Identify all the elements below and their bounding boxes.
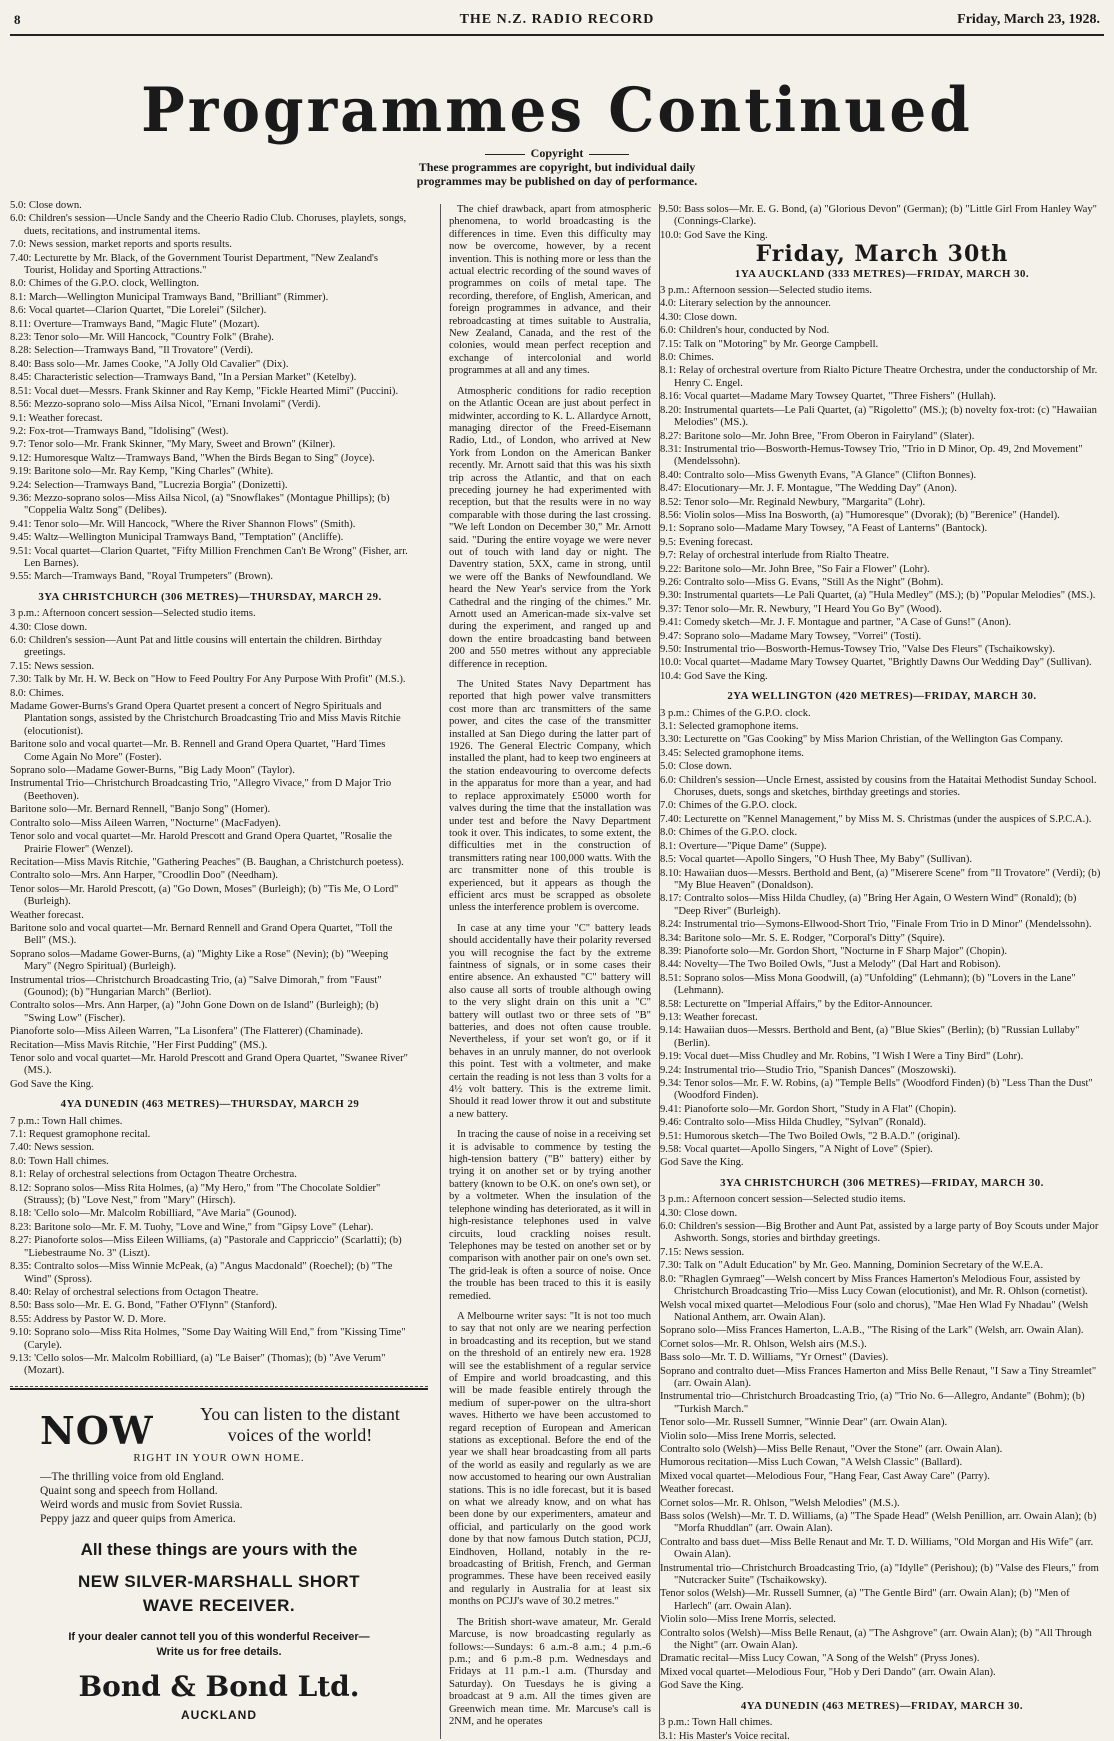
ad-list-item: —The thrilling voice from old England. <box>40 1471 224 1483</box>
ad-dealer-line-2: Write us for free details. <box>156 1646 282 1658</box>
programme-item: 8.56: Mezzo-soprano solo—Miss Ailsa Nicol, "Ernani Involami" (Verdi). <box>10 399 321 411</box>
section-heading-dunedin-thursday: 4YA DUNEDIN (463 METRES)—THURSDAY, MARCH 29 <box>60 1098 360 1111</box>
wellington-thursday-list <box>10 200 410 584</box>
programme-item: 8.40: Relay of orchestral selections from Octagon Theatre. <box>10 1286 259 1298</box>
page-number: 8 <box>14 12 21 27</box>
section-heading-wellington-friday: 2YA WELLINGTON (420 METRES)—FRIDAY, MARCH 30. <box>727 690 1037 703</box>
programme-item: 9.41: Comedy sketch—Mr. J. F. Montague and partner, "A Case of Guns!" (Anon). <box>660 617 1012 629</box>
programme-item: 9.55: March—Tramways Band, "Royal Trumpeters" (Brown). <box>10 571 274 583</box>
programme-item: 9.41: Pianoforte solo—Mr. Gordon Short, "Study in A Flat" (Chopin). <box>660 1103 957 1115</box>
programme-item: 3 p.m.: Chimes of the G.P.O. clock. <box>660 707 811 719</box>
programme-item: 8.51: Soprano solos—Miss Mona Goodwill, (a) "Unfolding" (Lehmann); (b) "Lovers in the Lane" (Lehmann). <box>660 972 1076 997</box>
ad-all-things: All these things are yours with the <box>80 1540 358 1559</box>
programme-item: 9.50: Instrumental trio—Bosworth-Hemus-Towsey Trio, "Valse Des Fleurs" (Tschaikowsky). <box>660 644 1055 655</box>
programme-item: 4.30: Close down. <box>660 1207 738 1219</box>
programme-item: 8.58: Lecturette on "Imperial Affairs," by the Editor-Announcer. <box>660 998 933 1010</box>
ad-home-line: RIGHT IN YOUR OWN HOME. <box>133 1452 305 1464</box>
programme-item: Instrumental trio—Christchurch Broadcasting Trio, (a) "Trio No. 6—Allegro, Andante" (Bohm); (b) "Turkish March." <box>660 1391 1085 1415</box>
programme-item: Mixed vocal quartet—Melodious Four, "Hob y Deri Dando" (arr. Owain Alan). <box>660 1666 996 1678</box>
programme-item: 8.1: Relay of orchestral overture from Rialto Picture Theatre Orchestra, under the conductorship of Mr. Henry C. Engel. <box>660 365 1098 389</box>
programme-item: 8.0: Chimes of the G.P.O. clock, Wellington. <box>10 278 200 290</box>
programme-item: 8.40: Contralto solo—Miss Gwenyth Evans, "A Glance" (Clifton Bonnes). <box>660 469 977 481</box>
ad-list-item: Quaint song and speech from Holland. <box>40 1485 218 1497</box>
ad-feature-list <box>40 1470 243 1526</box>
programme-item: Baritone solo and vocal quartet—Mr. Bernard Rennell and Grand Opera Quartet, "Toll the Bell" (MS.). <box>10 922 393 947</box>
programme-item: 6.0: Children's session—Uncle Ernest, assisted by cousins from the Hataitai Methodist Sunday School. Choruses, duets, songs and sketches, birthday greetings and stories. <box>660 774 1097 799</box>
programme-item: Contralto solo (Welsh)—Miss Belle Renaut, "Over the Stone" (arr. Owain Alan). <box>660 1443 1003 1455</box>
programme-item: 4.30: Close down. <box>660 311 738 323</box>
programme-item: 7 p.m.: Town Hall chimes. <box>10 1115 123 1127</box>
programme-item: 8.55: Address by Pastor W. D. More. <box>10 1313 166 1325</box>
programme-item: Tenor solo—Mr. Russell Sumner, "Winnie Dear" (arr. Owain Alan). <box>660 1417 948 1429</box>
programme-item: Tenor solo and vocal quartet—Mr. Harold Prescott and Grand Opera Quartet, "Swanee River" (MS.). <box>10 1053 408 1077</box>
programme-item: 9.13: Weather forecast. <box>660 1011 758 1023</box>
article-paragraph: The British short-wave amateur, Mr. Gerald Marcuse, is now broadcasting regularly as follows:—Sundays: 6 a.m.-8 a.m.; 4 p.m.-6 p.m.; and 6 p.m.-8 p.m. Wednesdays and Fridays at 11 p.m.-1 a.m. (Thursday and Saturday). On Tuesdays he is giving a broadcast at 9 a.m. All the times given are Greenwich mean time. Mr. Marcuse's call is 2NM, and he operates <box>449 1616 651 1727</box>
programme-item: 3.1: Selected gramophone items. <box>660 721 799 733</box>
programme-item: 8.35: Contralto solos—Miss Winnie McPeak, (a) "Angus Macdonald" (Roechel); (b) "The Wind" (Spross). <box>10 1261 393 1285</box>
programme-item: 9.1: Weather forecast. <box>10 412 103 424</box>
programme-item: 4.30: Close down. <box>10 621 88 633</box>
programme-item: 8.28: Selection—Tramways Band, "Il Trovatore" (Verdi). <box>10 345 254 357</box>
publication-title: THE N.Z. RADIO RECORD <box>459 12 655 27</box>
ad-listen-line-1: You can listen to the distant <box>200 1404 400 1424</box>
programme-item: 8.17: Contralto solos—Miss Hilda Chudley, (a) "Bring Her Again, O Western Wind" (Ronald); (b) "Deep River" (Burleigh). <box>660 893 1077 917</box>
programme-item: 6.0: Children's session—Uncle Sandy and the Cheerio Radio Club. Choruses, playlets, songs, duets, recitations, and instrumental items. <box>10 213 407 237</box>
programme-item: 10.0: God Save the King. <box>660 229 768 241</box>
copyright-line-2: programmes may be published on day of performance. <box>416 174 698 188</box>
programme-item: 10.0: Vocal quartet—Madame Mary Towsey Quartet, "Brightly Dawns Our Wedding Day" (Sullivan). <box>660 657 1092 669</box>
programme-item: 8.31: Instrumental trio—Bosworth-Hemus-Towsey Trio, "Trio in D Minor, Op. 49, 2nd Movement" (Mendelssohn). <box>660 443 1083 468</box>
dunedin-thursday-continued <box>660 204 1104 242</box>
programme-item: 8.16: Vocal quartet—Madame Mary Towsey Quartet, "Three Fishers" (Hullah). <box>660 391 996 403</box>
programme-item: 9.34: Tenor solos—Mr. F. W. Robins, (a) "Temple Bells" (Woodford Finden) (b) "Less Than the Dust" (Woodford Finden). <box>660 1078 1093 1102</box>
programme-item: 9.12: Humoresque Waltz—Tramways Band, "When the Birds Began to Sing" (Joyce). <box>10 452 375 464</box>
programme-item: 8.0: Chimes of the G.P.O. clock. <box>660 827 798 839</box>
ad-company-name: Bond & Bond Ltd. <box>78 1670 360 1703</box>
ad-list-item: Peppy jazz and queer quips from America. <box>40 1513 236 1525</box>
programme-item: 9.19: Baritone solo—Mr. Ray Kemp, "King Charles" (White). <box>10 466 274 478</box>
article-paragraph: In case at any time your "C" battery leads should accidentally have their polarity reversed you will recognise the fact by the extreme faintness of signals, or in some cases their entire absence. An exhausted "C" battery will also cause all sorts of trouble although owing to the very slight drain on this unit a "C" battery will outlast two or three sets of "B" batteries, and does not often cause trouble. Nevertheless, if your set won't go, or if it behaves in an unruly manner, do not overlook this point. Test with a voltmeter, and make certain the reading is not less than 3 volts for a 4½ volt battery. This is the extreme limit. Should it read lower throw it out and substitute a new battery. <box>449 922 651 1120</box>
programme-item: 7.30: Talk on "Adult Education" by Mr. Geo. Manning, Dominion Secretary of the W.E.A. <box>660 1260 1044 1272</box>
programme-item: 8.50: Bass solo—Mr. E. G. Bond, "Father O'Flynn" (Stanford). <box>10 1300 278 1312</box>
dunedin-friday-list <box>660 1717 1104 1739</box>
programme-item: 7.15: News session. <box>660 1246 745 1258</box>
programme-item: 3.45: Selected gramophone items. <box>660 747 804 759</box>
ad-now-heading: NOW <box>40 1408 154 1453</box>
programme-item: 8.39: Pianoforte solo—Mr. Gordon Short, "Nocturne in F Sharp Major" (Chopin). <box>660 945 1008 957</box>
programme-item: 8.27: Baritone solo—Mr. John Bree, "From Oberon in Fairyland" (Slater). <box>660 430 975 442</box>
programme-item: 8.40: Bass solo—Mr. James Cooke, "A Jolly Old Cavalier" (Dix). <box>10 358 289 370</box>
programme-item: 9.22: Baritone solo—Mr. John Bree, "So Fair a Flower" (Lohr). <box>660 563 930 575</box>
programme-item: 8.0: "Rhaglen Gymraeg"—Welsh concert by Miss Frances Hamerton's Melodious Four, assisted by Christchurch Broadcasting Trio—Miss Lucy Cowan (elocutionist), and Mr. R. Ohlson (cornetist). <box>660 1273 1088 1298</box>
programme-item: 9.51: Humorous sketch—The Two Boiled Owls, "2 B.A.D." (original). <box>660 1130 961 1142</box>
programme-item: 8.6: Vocal quartet—Clarion Quartet, "Die Lorelei" (Silcher). <box>10 305 267 317</box>
programme-item: 9.5: Evening forecast. <box>660 536 753 548</box>
programme-item: 8.11: Overture—Tramways Band, "Magic Flute" (Mozart). <box>10 318 260 330</box>
programme-item: 8.51: Vocal duet—Messrs. Frank Skinner and Ray Kemp, "Fickle Hearted Mimi" (Puccini). <box>10 385 399 397</box>
ad-listen-text <box>180 1404 420 1446</box>
programme-item: 7.40: Lecturette on "Kennel Management," by Miss M. S. Christmas (under the auspices of S.P.C.A.). <box>660 813 1092 825</box>
programme-item: 9.1: Soprano solo—Madame Mary Towsey, "A Feast of Lanterns" (Bantock). <box>660 523 988 535</box>
programme-item: 7.30: Talk by Mr. H. W. Beck on "How to Feed Poultry For Any Purpose With Profit" (M.S.). <box>10 674 406 686</box>
programme-item: 9.7: Tenor solo—Mr. Frank Skinner, "My Mary, Sweet and Brown" (Kilner). <box>10 439 336 451</box>
programme-item: 7.0: News session, market reports and sports results. <box>10 239 232 251</box>
copyright-notice <box>0 146 1114 188</box>
programme-item: 9.24: Instrumental trio—Studio Trio, "Spanish Dances" (Moszowski). <box>660 1064 957 1076</box>
issue-date: Friday, March 23, 1928. <box>957 12 1100 27</box>
ad-list-item: Weird words and music from Soviet Russia. <box>40 1499 243 1511</box>
article-paragraph: Atmospheric conditions for radio reception on the Atlantic Ocean are just about perfect in midwinter, according to K. L. Allardyce Arnott, managing director of the Freed-Eisemann Radio, Ltd., of London, who arrived at New York from London on the American Banker recently. Mr. Arnott said that this was his sixth trip across the Atlantic, and that on each preceding journey he had experimented with reception, but that the results were in no way comparable with those during the last crossing. "We left London on December 30," Mr. Arnott said. "During the entire voyage we were never out of touch with land day or night. The Daventry station, 5XX, came in strong, until we were off the Banks of Newfoundland. We heard the New Year's service from the York Cathedral and the ringing of the chimes." Mr. Arnott used an American-made six-valve set during the experiment, and ranged up and down the entire broadcasting band between 200 and 550 metres without any appreciable difference in reception. <box>449 385 651 670</box>
programme-item: 9.7: Relay of orchestral interlude from Rialto Theatre. <box>660 550 889 562</box>
programme-item: Recitation—Miss Mavis Ritchie, "Her First Pudding" (MS.). <box>10 1039 268 1051</box>
column-middle-articles <box>440 204 660 1739</box>
programme-item: Soprano and contralto duet—Miss Frances Hamerton and Miss Belle Renaut, "I Saw a Tiny Streamlet" (arr. Owain Alan). <box>660 1365 1097 1389</box>
programme-item: 9.2: Fox-trot—Tramways Band, "Idolising" (West). <box>10 425 229 437</box>
programme-item: Contralto solos—Mrs. Ann Harper, (a) "John Gone Down on de Island" (Burleigh); (b) "Swing Low" (Fischer). <box>10 1000 379 1024</box>
dunedin-thursday-list <box>10 1116 410 1378</box>
programme-item: Tenor solo and vocal quartet—Mr. Harold Prescott and Grand Opera Quartet, "Rosalie the Prairie Flower" (Wenzel). <box>10 831 392 855</box>
programme-item: 9.19: Vocal duet—Miss Chudley and Mr. Robins, "I Wish I Were a Tiny Bird" (Lohr). <box>660 1051 1024 1063</box>
programme-item: Soprano solo—Madame Gower-Burns, "Big Lady Moon" (Taylor). <box>10 765 295 777</box>
ad-company-city: AUCKLAND <box>181 1708 257 1722</box>
programme-item: 3 p.m.: Town Hall chimes. <box>660 1717 773 1729</box>
page-header <box>10 8 1104 36</box>
programme-item: 9.50: Bass solos—Mr. E. G. Bond, (a) "Glorious Devon" (German); (b) "Little Girl From Hanley Way" (Connings-Clarke). <box>660 204 1097 228</box>
programme-item: 8.45: Characteristic selection—Tramways Band, "In a Persian Market" (Ketelby). <box>10 372 357 384</box>
programme-item: 9.36: Mezzo-soprano solos—Miss Ailsa Nicol, (a) "Snowflakes" (Montague Phillips); (b) "Coppelia Waltz Song" (Delibes). <box>10 492 390 517</box>
programme-item: 8.1: Overture—"Pique Dame" (Suppe). <box>660 840 827 852</box>
programme-item: 8.56: Violin solos—Miss Ina Bosworth, (a) "Humoresque" (Dvorak); (b) "Berenice" (Handel). <box>660 509 1060 521</box>
column-left <box>10 200 410 1378</box>
programme-item: Baritone solo and vocal quartet—Mr. B. Rennell and Grand Opera Quartet, "Hard Times Come Again No More" (Foster). <box>10 739 386 763</box>
programme-item: 8.18: 'Cello solo—Mr. Malcolm Robilliard, "Ave Maria" (Gounod). <box>10 1208 297 1220</box>
programme-item: God Save the King. <box>10 1078 94 1090</box>
programme-item: 8.52: Tenor solo—Mr. Reginald Newbury, "Margarita" (Lohr). <box>660 496 926 508</box>
programme-item: Tenor solos (Welsh)—Mr. Russell Sumner, (a) "The Gentle Bird" (arr. Owain Alan); (b) "Men of Harlech" (arr. Owain Alan). <box>660 1588 1070 1612</box>
programme-item: 9.37: Tenor solo—Mr. R. Newbury, "I Heard You Go By" (Wood). <box>660 603 942 615</box>
programme-item: Instrumental trio—Christchurch Broadcasting Trio, (a) "Idylle" (Perishou); (b) "Valse des Fleurs," from "Nutcracker Suite" (Tschaikowsky). <box>660 1562 1099 1587</box>
article-paragraph: The chief drawback, apart from atmospheric phenomena, to world broadcasting is the differences in time. Even this difficulty may now be overcome, however, by a recent invention. This is nothing more or less than the actual electric recording of the sound waves of programmes on coils of metal tape. The recording, therefore, of English, American, and foreign programmes in advance, and their rebroadcasting at times suitable to Australia, New Zealand, Canada, and the rest of the colonies, would mean perfect reception and exchange of intercolonial and world programmes at all and any times. <box>449 204 651 377</box>
programme-item: 6.0: Children's session—Aunt Pat and little cousins will entertain the children. Birthday greetings. <box>10 635 382 659</box>
programme-item: 8.1: March—Wellington Municipal Tramways Band, "Brilliant" (Rimmer). <box>10 291 329 303</box>
programme-item: Contralto solo—Mrs. Ann Harper, "Croodlin Doo" (Needham). <box>10 870 279 882</box>
programme-item: 3 p.m.: Afternoon concert session—Selected studio items. <box>660 1194 906 1206</box>
ad-listen-line-2: voices of the world! <box>227 1425 373 1445</box>
programme-item: 9.13: 'Cello solos—Mr. Malcolm Robilliard, (a) "Le Baiser" (Thomas); (b) "Ave Verum" (Mozart). <box>10 1352 386 1377</box>
auckland-friday-list <box>660 285 1104 683</box>
programme-item: God Save the King. <box>660 1157 744 1169</box>
section-heading-dunedin-friday: 4YA DUNEDIN (463 METRES)—FRIDAY, MARCH 30. <box>740 1699 1024 1712</box>
programme-item: 7.1: Request gramophone recital. <box>10 1129 151 1141</box>
ad-dealer-line-1: If your dealer cannot tell you of this wonderful Receiver— <box>68 1631 370 1643</box>
programme-item: 8.27: Pianoforte solos—Miss Eileen Williams, (a) "Pastorale and Cappriccio" (Scarlatti); (b) "Liebestraume No. 3" (Liszt). <box>10 1235 402 1259</box>
ad-border <box>10 1386 428 1391</box>
programme-item: 8.44: Novelty—The Two Boiled Owls, "Just a Melody" (Dal Hart and Robison). <box>660 959 1001 971</box>
programme-item: Madame Gower-Burns's Grand Opera Quartet present a concert of Negro Spirituals and Plantation songs, assisted by the Christchurch Broadcasting Trio and Miss Mavis Ritchie (elocutionist). <box>10 701 401 737</box>
programme-item: 9.46: Contralto solo—Miss Hilda Chudley, "Sylvan" (Ronald). <box>660 1117 927 1129</box>
programme-item: Weather forecast. <box>660 1484 734 1496</box>
programme-item: Contralto solos (Welsh)—Miss Belle Renaut, (a) "The Ashgrove" (arr. Owain Alan); (b) "All Through the Night" (arr. Owain Alan). <box>660 1627 1092 1652</box>
programme-item: 8.23: Tenor solo—Mr. Will Hancock, "Country Folk" (Brahe). <box>10 332 274 344</box>
programme-item: Instrumental trios—Christchurch Broadcasting Trio, (a) "Salve Dimorah," from "Faust" (Gounod); (b) "Hungarian March" (Berliot). <box>10 974 382 998</box>
section-heading-auckland-friday: 1YA AUCKLAND (333 METRES)—FRIDAY, MARCH 30. <box>734 267 1030 280</box>
programme-item: 8.1: Relay of orchestral selections from Octagon Theatre Orchestra. <box>10 1169 297 1181</box>
programme-item: 9.51: Vocal quartet—Clarion Quartet, "Fifty Million Frenchmen Can't Be Wrong" (Fisher, arr. Len Barnes). <box>10 545 408 569</box>
programme-item: 7.40: Lecturette by Mr. Black, of the Government Tourist Department, "New Zealand's Tourist, Holiday and Sporting Attractions." <box>10 252 379 277</box>
programme-item: 5.0: Close down. <box>10 200 82 211</box>
programme-item: 8.34: Baritone solo—Mr. S. E. Rodger, "Corporal's Ditty" (Squire). <box>660 932 945 944</box>
article-paragraphs <box>449 204 651 1728</box>
programme-item: 4.0: Literary selection by the announcer. <box>660 298 831 310</box>
programme-item: 8.23: Baritone solo—Mr. F. M. Tuohy, "Love and Wine," from "Gipsy Love" (Lehar). <box>10 1221 374 1233</box>
programme-item: Violin solo—Miss Irene Morris, selected. <box>660 1430 836 1442</box>
programme-item: 9.14: Hawaiian duos—Messrs. Berthold and Bent, (a) "Blue Skies" (Berlin); (b) "Russian Lullaby" (Berlin). <box>660 1025 1080 1049</box>
programme-item: 10.4: God Save the King. <box>660 670 768 682</box>
column-right <box>660 204 1104 1739</box>
programme-item: 3 p.m.: Afternoon concert session—Selected studio items. <box>10 608 256 620</box>
programme-item: 9.58: Vocal quartet—Apollo Singers, "A Night of Love" (Spier). <box>660 1144 933 1156</box>
programme-item: 3.30: Lecturette on "Gas Cooking" by Miss Marion Christian, of the Wellington Gas Company. <box>660 734 1063 746</box>
programme-item: Bass solo—Mr. T. D. Williams, "Yr Ornest" (Davies). <box>660 1352 889 1364</box>
article-paragraph: In tracing the cause of noise in a receiving set it is advisable to commence by testing the high-tension battery ("B" battery) either by trying it on another set or by trying another battery (known to be O.K. on one's own set), or by a voltmeter. When the insulation of the telephone winding has deteriorated, as it will in high-resistance telephones used in valve circuits, loud crackling noises result. Telephones may be tested on another set or by comparison with another pair on one's own set. The grid-leak is often a source of noise. Once the trouble has been traced to this it is easily remedied. <box>449 1129 651 1302</box>
programme-item: 7.0: Chimes of the G.P.O. clock. <box>660 800 798 812</box>
christchurch-thursday-list <box>10 608 410 1091</box>
programme-item: 8.24: Instrumental trio—Symons-Ellwood-Short Trio, "Finale From Trio in D Minor" (Mendelssohn). <box>660 919 1092 931</box>
programme-item: Soprano solo—Miss Frances Hamerton, L.A.B., "The Rising of the Lark" (Welsh, arr. Owain Alan). <box>660 1325 1084 1337</box>
programme-item: 9.24: Selection—Tramways Band, "Lucrezia Borgia" (Donizetti). <box>10 479 288 491</box>
programme-item: 8.0: Town Hall chimes. <box>10 1155 109 1167</box>
programme-item: 3.1: His Master's Voice recital. <box>660 1730 790 1739</box>
copyright-label: Copyright <box>0 146 1114 160</box>
advertisement-shortwave <box>10 1388 428 1733</box>
programme-item: Mixed vocal quartet—Melodious Four, "Hang Fear, Cast Away Care" (Parry). <box>660 1470 990 1482</box>
programme-item: Weather forecast. <box>10 909 84 921</box>
ad-product-line-1: NEW SILVER-MARSHALL SHORT <box>78 1572 360 1591</box>
programme-item: 3 p.m.: Afternoon session—Selected studio items. <box>660 285 872 297</box>
programme-item: 8.0: Chimes. <box>10 687 64 699</box>
programme-item: 9.47: Soprano solo—Madame Mary Towsey, "Vorrei" (Tosti). <box>660 630 922 642</box>
programme-item: 8.5: Vocal quartet—Apollo Singers, "O Hush Thee, My Baby" (Sullivan). <box>660 854 973 866</box>
programme-item: 8.47: Elocutionary—Mr. J. F. Montague, "The Wedding Day" (Anon). <box>660 483 957 495</box>
programme-item: 8.12: Soprano solos—Miss Rita Holmes, (a) "My Hero," from "The Chocolate Soldier" (Strauss); (b) "Love Nest," from "Mary" (Hirsch). <box>10 1182 381 1207</box>
programme-item: 7.40: News session. <box>10 1142 95 1154</box>
programme-item: 9.41: Tenor solo—Mr. Will Hancock, "Where the River Shannon Flows" (Smith). <box>10 518 356 530</box>
programme-item: 9.10: Soprano solo—Miss Rita Holmes, "Some Day Waiting Will End," from "Kissing Time" (Caryle). <box>10 1327 406 1351</box>
section-heading-christchurch-thursday: 3YA CHRISTCHURCH (306 METRES)—THURSDAY, MARCH 29. <box>38 590 382 603</box>
programme-item: 9.30: Instrumental quartets—Le Pali Quartet, (a) "Hula Medley" (MS.); (b) "Popular Melodies" (MS.). <box>660 590 1096 602</box>
ad-product-line-2: WAVE RECEIVER. <box>142 1596 296 1615</box>
programme-item: 9.26: Contralto solo—Miss G. Evans, "Still As the Night" (Bohm). <box>660 576 944 588</box>
ad-dealer-note <box>10 1630 428 1660</box>
programme-item: 7.15: News session. <box>10 660 95 672</box>
programme-item: 7.15: Talk on "Motoring" by Mr. George Campbell. <box>660 338 879 350</box>
programme-item: 6.0: Children's session—Big Brother and Aunt Pat, assisted by a large party of Boy Scouts under Major Ashworth. Songs, stories and birthday greetings. <box>660 1221 1099 1245</box>
programme-item: Tenor solos—Mr. Harold Prescott, (a) "Go Down, Moses" (Burleigh); (b) "Tis Me, O Lord" (Burleigh). <box>10 883 399 908</box>
programme-item: 6.0: Children's hour, conducted by Nod. <box>660 325 830 337</box>
copyright-line-1: These programmes are copyright, but individual daily <box>418 160 696 174</box>
programme-item: Soprano solos—Madame Gower-Burns, (a) "Mighty Like a Rose" (Nevin); (b) "Weeping Mary" (Negro Spiritual) (Burleigh). <box>10 948 389 973</box>
programme-item: Violin solo—Miss Irene Morris, selected. <box>660 1614 836 1626</box>
programme-item: Recitation—Miss Mavis Ritchie, "Gathering Peaches" (B. Baughan, a Christchurch poetess). <box>10 856 404 868</box>
christchurch-friday-list <box>660 1194 1104 1692</box>
programme-item: 5.0: Close down. <box>660 761 732 773</box>
programme-item: Instrumental Trio—Christchurch Broadcasting Trio, "Allegro Vivace," from D Major Trio (Beethoven). <box>10 778 392 802</box>
programme-item: Welsh vocal mixed quartet—Melodious Four (solo and chorus), "Mae Hen Wlad Fy Nhadau" (Welsh National Anthem, arr. Owain Alan). <box>660 1299 1089 1323</box>
article-paragraph: The United States Navy Department has reported that high power valve transmitters cost more than arc transmitters of the same power, and cites the case of the transmitter installed at San Diego during the latter part of 1926. The General Electric Company, which installed the plant, had to keep two engineers at the station endeavouring to overcome defects in the apparatus for more than a year, and had to replace approximately £5000 worth for valves during the time that the installation was under test and before the Navy Department took it over. This indicates, to some extent, the difficulties met in the construction of transmitters rating near 100,000 watts. With the arc transmitter none of this trouble is experienced, but it appears as though the efficient arcs must be scrapped as obsolete unless the interference problem is overcome. <box>449 679 651 914</box>
programme-item: Bass solos (Welsh)—Mr. T. D. Williams, (a) "The Spade Head" (Welsh Penillion, arr. Owain Alan); (b) "Morfa Rhuddlan" (arr. Owain Alan). <box>660 1511 1097 1535</box>
ad-product-name <box>10 1570 428 1618</box>
programme-item: Pianoforte solo—Miss Aileen Warren, "La Lisonfera" (The Flatterer) (Chaminade). <box>10 1026 363 1038</box>
programme-item: Contralto solo—Miss Aileen Warren, "Nocturne" (MacFadyen). <box>10 817 281 829</box>
section-heading-christchurch-friday: 3YA CHRISTCHURCH (306 METRES)—FRIDAY, MARCH 30. <box>720 1176 1044 1189</box>
programme-item: Contralto and bass duet—Miss Belle Renaut and Mr. T. D. Williams, "Old Morgan and His Wife" (arr. Owain Alan). <box>660 1536 1094 1561</box>
programme-item: 9.45: Waltz—Wellington Municipal Tramways Band, "Temptation" (Ancliffe). <box>10 532 344 544</box>
programme-item: Cornet solos—Mr. R. Ohlson, "Welsh Melodies" (M.S.). <box>660 1497 900 1509</box>
programme-item: Cornet solos—Mr. R. Ohlson, Welsh airs (M.S.). <box>660 1338 867 1350</box>
programme-item: Dramatic recital—Miss Lucy Cowan, "A Song of the Welsh" (Pryss Jones). <box>660 1653 980 1665</box>
programme-item: 8.20: Instrumental quartets—Le Pali Quartet, (a) "Rigoletto" (MS.); (b) novelty fox-trot: (c) "Hawaiian Melodies" (MS.). <box>660 404 1097 429</box>
programme-item: Humorous recitation—Miss Luch Cowan, "A Welsh Classic" (Ballard). <box>660 1457 963 1469</box>
programme-item: 8.0: Chimes. <box>660 352 714 364</box>
wellington-friday-list <box>660 708 1104 1170</box>
friday-title: Friday, March 30th <box>755 241 1009 268</box>
article-paragraph: A Melbourne writer says: "It is not too much to say that not only are we nearing perfection in broadcasting and its reception, but we stand on the threshold of an entirely new era. 1928 will see the establishment of a regular service of Empire and world broadcasting, and this will be made feasible entirely through the medium of super-power on the ultra-short waves. Hitherto we have been accustomed to regard reception of European and American stations as exceptional. Before the end of the year we shall hear broadcasting from all parts of the world as easily and regularly as we are now accustomed to hearing our own Australian stations. This is no idle forecast, but it is based on what we already know, and on what has been done by our experimenters, amateur and official, and particularly on the good work done by that now famous Dutch station, PCJJ, Eindhoven, Holland, notably in the re-broadcasting of British, French, and German programmes. These have been received easily and regularly in Australia for at least six months on PCJJ's wave of 30.2 metres." <box>449 1310 651 1608</box>
programme-item: 8.10: Hawaiian duos—Messrs. Berthold and Bent, (a) "Miserere Scene" from "Il Trovatore" (Verdi); (b) "My Blue Heaven" (Donaldson). <box>660 867 1101 891</box>
masthead-title: Programmes Continued <box>141 74 973 146</box>
programme-item: God Save the King. <box>660 1680 744 1692</box>
programme-item: Baritone solo—Mr. Bernard Rennell, "Banjo Song" (Homer). <box>10 804 271 816</box>
